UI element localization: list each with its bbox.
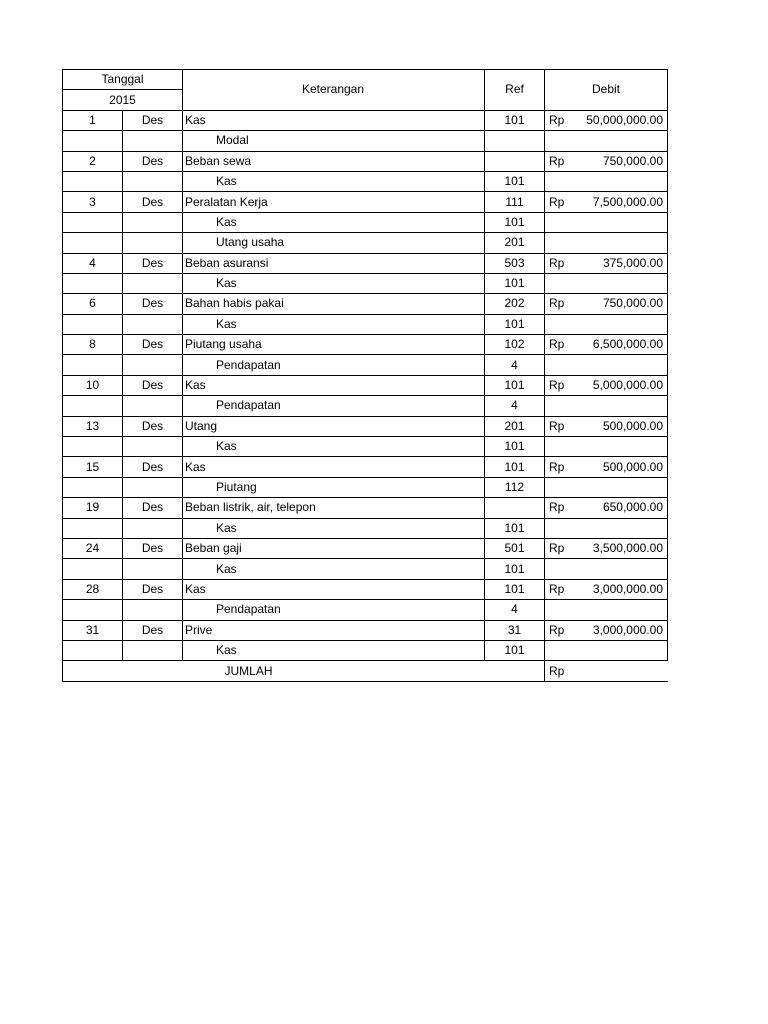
journal-row	[63, 233, 668, 253]
cell-description[interactable]: Piutang	[183, 477, 485, 497]
journal-row	[63, 314, 668, 334]
cell-description[interactable]: Kas	[183, 273, 485, 293]
cell-ref[interactable]: 101	[485, 640, 545, 660]
header-ref[interactable]: Ref	[485, 70, 545, 111]
cell-ref[interactable]: 31	[485, 620, 545, 640]
cell-debit[interactable]	[545, 233, 668, 253]
debit-currency: Rp	[549, 459, 565, 474]
header-debit[interactable]: Debit	[545, 70, 668, 111]
cell-month[interactable]: Des	[123, 294, 183, 314]
cell-ref[interactable]: 503	[485, 253, 545, 273]
journal-table	[62, 69, 668, 682]
cell-ref[interactable]	[485, 151, 545, 171]
cell-ref[interactable]: 101	[485, 437, 545, 457]
debit-wrap	[549, 194, 663, 211]
journal-row	[63, 273, 668, 293]
total-currency: Rp	[549, 663, 565, 678]
cell-ref[interactable]: 101	[485, 212, 545, 232]
cell-day[interactable]	[63, 559, 123, 579]
cell-month[interactable]	[123, 640, 183, 660]
cell-ref[interactable]: 4	[485, 600, 545, 620]
cell-month[interactable]	[123, 437, 183, 457]
header-row-1	[63, 70, 668, 90]
cell-description[interactable]: Kas	[183, 518, 485, 538]
cell-month[interactable]	[123, 355, 183, 375]
cell-description[interactable]: Beban sewa	[183, 151, 485, 171]
debit-currency: Rp	[549, 296, 565, 311]
cell-ref[interactable]	[485, 131, 545, 151]
journal-row	[63, 600, 668, 620]
debit-amount: 750,000.00	[602, 296, 663, 311]
cell-description[interactable]: Kas	[183, 171, 485, 191]
cell-debit[interactable]	[545, 538, 668, 558]
cell-day[interactable]	[63, 355, 123, 375]
debit-wrap	[549, 255, 663, 272]
cell-month[interactable]	[123, 314, 183, 334]
cell-description[interactable]: Piutang usaha	[183, 335, 485, 355]
journal-row	[63, 171, 668, 191]
debit-wrap	[549, 459, 663, 476]
cell-day[interactable]: 13	[63, 416, 123, 436]
debit-wrap	[549, 622, 663, 639]
cell-description[interactable]: Kas	[183, 559, 485, 579]
debit-currency: Rp	[549, 153, 565, 168]
debit-amount: 650,000.00	[602, 500, 663, 515]
debit-currency: Rp	[549, 418, 565, 433]
cell-debit[interactable]	[545, 600, 668, 620]
cell-day[interactable]: 28	[63, 579, 123, 599]
cell-debit[interactable]	[545, 273, 668, 293]
cell-debit[interactable]	[545, 416, 668, 436]
debit-amount: 500,000.00	[602, 418, 663, 433]
cell-description[interactable]: Kas	[183, 640, 485, 660]
cell-ref[interactable]: 102	[485, 335, 545, 355]
cell-month[interactable]: Des	[123, 620, 183, 640]
journal-row	[63, 457, 668, 477]
cell-month[interactable]: Des	[123, 579, 183, 599]
cell-month[interactable]	[123, 396, 183, 416]
header-tanggal[interactable]: Tanggal	[63, 70, 183, 90]
cell-day[interactable]: 3	[63, 192, 123, 212]
cell-description[interactable]: Pendapatan	[183, 396, 485, 416]
debit-currency: Rp	[549, 581, 565, 596]
cell-ref[interactable]: 201	[485, 233, 545, 253]
debit-amount: 750,000.00	[602, 153, 663, 168]
cell-ref[interactable]	[485, 498, 545, 518]
cell-debit[interactable]	[545, 294, 668, 314]
cell-month[interactable]	[123, 233, 183, 253]
cell-month[interactable]	[123, 131, 183, 151]
cell-day[interactable]	[63, 477, 123, 497]
cell-month[interactable]	[123, 559, 183, 579]
journal-row	[63, 416, 668, 436]
cell-ref[interactable]: 101	[485, 559, 545, 579]
debit-amount: 3,000,000.00	[592, 581, 663, 596]
cell-debit[interactable]	[545, 171, 668, 191]
cell-month[interactable]	[123, 273, 183, 293]
cell-ref[interactable]: 501	[485, 538, 545, 558]
cell-debit[interactable]	[545, 457, 668, 477]
debit-amount: 500,000.00	[602, 459, 663, 474]
cell-month[interactable]	[123, 212, 183, 232]
journal-row	[63, 477, 668, 497]
journal-row	[63, 559, 668, 579]
cell-ref[interactable]: 202	[485, 294, 545, 314]
cell-day[interactable]	[63, 640, 123, 660]
debit-wrap	[549, 112, 663, 129]
debit-wrap	[549, 418, 663, 435]
cell-description[interactable]: Pendapatan	[183, 600, 485, 620]
debit-currency: Rp	[549, 194, 565, 209]
cell-ref[interactable]: 101	[485, 171, 545, 191]
cell-description[interactable]: Beban asuransi	[183, 253, 485, 273]
cell-debit[interactable]	[545, 192, 668, 212]
debit-currency: Rp	[549, 378, 565, 393]
journal-row	[63, 538, 668, 558]
debit-currency: Rp	[549, 112, 565, 127]
cell-ref[interactable]: 101	[485, 375, 545, 395]
cell-day[interactable]: 15	[63, 457, 123, 477]
cell-description[interactable]: Kas	[183, 437, 485, 457]
cell-debit[interactable]	[545, 640, 668, 660]
cell-debit[interactable]	[545, 335, 668, 355]
cell-description[interactable]: Pendapatan	[183, 355, 485, 375]
cell-debit[interactable]	[545, 579, 668, 599]
cell-day[interactable]: 19	[63, 498, 123, 518]
cell-month[interactable]	[123, 600, 183, 620]
cell-day[interactable]: 8	[63, 335, 123, 355]
cell-ref[interactable]: 112	[485, 477, 545, 497]
cell-month[interactable]: Des	[123, 457, 183, 477]
journal-row	[63, 192, 668, 212]
total-label: JUMLAH	[63, 661, 545, 681]
journal-row	[63, 151, 668, 171]
cell-day[interactable]: 6	[63, 294, 123, 314]
cell-debit[interactable]	[545, 151, 668, 171]
cell-day[interactable]: 2	[63, 151, 123, 171]
total-debit-wrap	[549, 663, 664, 680]
cell-debit[interactable]	[545, 253, 668, 273]
cell-day[interactable]	[63, 212, 123, 232]
cell-description[interactable]: Bahan habis pakai	[183, 294, 485, 314]
cell-day[interactable]: 10	[63, 375, 123, 395]
cell-day[interactable]: 4	[63, 253, 123, 273]
cell-month[interactable]	[123, 171, 183, 191]
cell-ref[interactable]: 101	[485, 518, 545, 538]
cell-day[interactable]	[63, 131, 123, 151]
cell-description[interactable]: Peralatan Kerja	[183, 192, 485, 212]
cell-day[interactable]	[63, 314, 123, 334]
cell-month[interactable]: Des	[123, 110, 183, 130]
cell-description[interactable]: Kas	[183, 457, 485, 477]
cell-ref[interactable]: 101	[485, 110, 545, 130]
cell-month[interactable]	[123, 477, 183, 497]
cell-day[interactable]	[63, 437, 123, 457]
cell-month[interactable]: Des	[123, 335, 183, 355]
cell-description[interactable]: Beban listrik, air, telepon	[183, 498, 485, 518]
journal-row	[63, 518, 668, 538]
cell-day[interactable]	[63, 396, 123, 416]
cell-description[interactable]: Modal	[183, 131, 485, 151]
debit-wrap	[549, 295, 663, 312]
debit-amount: 3,000,000.00	[592, 622, 663, 637]
journal-row	[63, 579, 668, 599]
journal-row	[63, 131, 668, 151]
journal-row	[63, 294, 668, 314]
cell-ref[interactable]: 101	[485, 273, 545, 293]
debit-wrap	[549, 581, 663, 598]
cell-debit[interactable]	[545, 559, 668, 579]
debit-wrap	[549, 377, 663, 394]
header-keterangan[interactable]: Keterangan	[183, 70, 485, 111]
debit-amount: 7,500,000.00	[592, 194, 663, 209]
journal-row	[63, 640, 668, 660]
debit-wrap	[549, 499, 663, 516]
cell-description[interactable]: Kas	[183, 314, 485, 334]
cell-day[interactable]: 31	[63, 620, 123, 640]
debit-currency: Rp	[549, 622, 565, 637]
cell-description[interactable]: Kas	[183, 110, 485, 130]
cell-debit[interactable]	[545, 212, 668, 232]
debit-wrap	[549, 540, 663, 557]
journal-row	[63, 620, 668, 640]
cell-description[interactable]: Kas	[183, 579, 485, 599]
cell-day[interactable]	[63, 273, 123, 293]
journal-row	[63, 355, 668, 375]
debit-amount: 375,000.00	[602, 255, 663, 270]
debit-wrap	[549, 153, 663, 170]
cell-month[interactable]: Des	[123, 498, 183, 518]
cell-debit[interactable]	[545, 477, 668, 497]
cell-ref[interactable]: 101	[485, 457, 545, 477]
journal-row	[63, 253, 668, 273]
cell-ref[interactable]: 111	[485, 192, 545, 212]
cell-ref[interactable]: 4	[485, 396, 545, 416]
cell-day[interactable]: 24	[63, 538, 123, 558]
journal-row	[63, 437, 668, 457]
cell-month[interactable]	[123, 518, 183, 538]
cell-description[interactable]: Utang	[183, 416, 485, 436]
journal-row	[63, 375, 668, 395]
cell-debit[interactable]	[545, 110, 668, 130]
journal-row	[63, 335, 668, 355]
cell-debit[interactable]	[545, 396, 668, 416]
cell-ref[interactable]: 101	[485, 314, 545, 334]
cell-description[interactable]: Kas	[183, 375, 485, 395]
cell-description[interactable]: Prive	[183, 620, 485, 640]
journal-row	[63, 212, 668, 232]
debit-amount: 3,500,000.00	[592, 541, 663, 556]
cell-debit[interactable]	[545, 355, 668, 375]
cell-day[interactable]	[63, 171, 123, 191]
cell-day[interactable]	[63, 518, 123, 538]
cell-description[interactable]: Utang usaha	[183, 233, 485, 253]
cell-debit[interactable]	[545, 518, 668, 538]
cell-debit[interactable]	[545, 498, 668, 518]
cell-day[interactable]	[63, 600, 123, 620]
cell-month[interactable]: Des	[123, 375, 183, 395]
debit-amount: 50,000,000.00	[586, 112, 663, 127]
debit-currency: Rp	[549, 337, 565, 352]
debit-wrap	[549, 336, 663, 353]
cell-day[interactable]	[63, 233, 123, 253]
cell-description[interactable]: Beban gaji	[183, 538, 485, 558]
journal-row	[63, 498, 668, 518]
header-year[interactable]: 2015	[63, 90, 183, 110]
journal-row	[63, 110, 668, 130]
cell-ref[interactable]: 201	[485, 416, 545, 436]
cell-ref[interactable]: 4	[485, 355, 545, 375]
cell-month[interactable]: Des	[123, 151, 183, 171]
cell-ref[interactable]: 101	[485, 579, 545, 599]
cell-debit[interactable]	[545, 375, 668, 395]
cell-debit[interactable]	[545, 131, 668, 151]
journal-row	[63, 396, 668, 416]
debit-amount: 6,500,000.00	[592, 337, 663, 352]
debit-currency: Rp	[549, 541, 565, 556]
cell-month[interactable]: Des	[123, 538, 183, 558]
cell-debit[interactable]	[545, 437, 668, 457]
cell-month[interactable]: Des	[123, 253, 183, 273]
cell-month[interactable]: Des	[123, 416, 183, 436]
total-debit[interactable]	[545, 661, 668, 681]
total-row	[63, 661, 668, 681]
cell-debit[interactable]	[545, 620, 668, 640]
debit-currency: Rp	[549, 500, 565, 515]
cell-debit[interactable]	[545, 314, 668, 334]
journal-sheet	[62, 69, 668, 682]
debit-amount: 5,000,000.00	[592, 378, 663, 393]
cell-day[interactable]: 1	[63, 110, 123, 130]
debit-currency: Rp	[549, 255, 565, 270]
cell-description[interactable]: Kas	[183, 212, 485, 232]
cell-month[interactable]: Des	[123, 192, 183, 212]
